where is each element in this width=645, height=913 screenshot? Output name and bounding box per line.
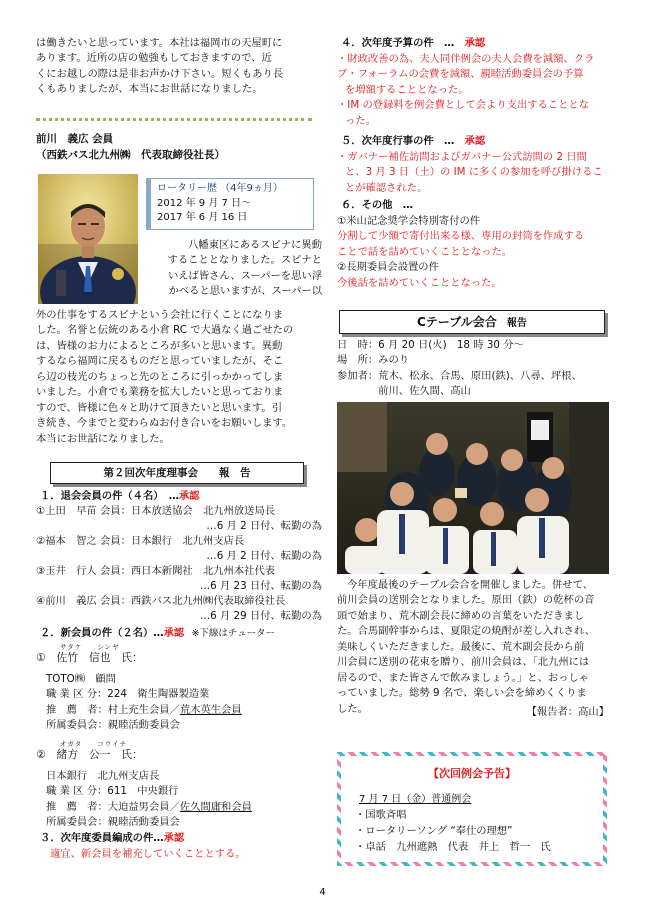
text-line: いえば皆さん、スーパーを思い浮 xyxy=(167,269,322,282)
text-line: ・財政改善の為、夫人同伴例会の夫人会費を減額、クラ xyxy=(337,53,595,65)
text-line: 居るので、また皆さんで飲みましょう。」と、おっしゃ xyxy=(337,671,590,684)
ruby-reading: オガタ コウイチ xyxy=(60,740,128,748)
place-line: 場 所：みのり xyxy=(337,354,410,367)
approved-label: 承認 xyxy=(464,37,486,49)
resign-line: ①上田 早苗 会員：日本放送協会 北九州放送局長 xyxy=(36,505,276,517)
item6a-title: ①米山記念奨学会特別寄付の件 xyxy=(337,215,481,227)
committee-line: 所属委員会：親睦活動委員会 xyxy=(46,816,180,829)
text-line: とが確認された。 xyxy=(345,181,428,194)
member-affiliation: （西鉄バス北九州㈱ 代表取締役社長） xyxy=(36,149,225,161)
item5-heading xyxy=(341,134,485,149)
member-name: 前川 義広 会員 xyxy=(36,133,114,145)
career-date: 2017 年 6 月 16 日 xyxy=(157,212,248,223)
item2-heading xyxy=(40,626,322,641)
attendees-line: 参加者：荒木、松永、合馬、原田(鉄)、八尋、坪根、 xyxy=(337,369,582,382)
text-line: は働きたいと思っています。本社は福岡市の天屋町に xyxy=(36,37,283,49)
item5-heading-text: ５．次年度行事の件 … xyxy=(341,135,465,147)
rotary-career-box xyxy=(146,178,314,230)
sponsor-line xyxy=(46,703,322,718)
resign-note: …6 月 23 日付、転勤の為 xyxy=(199,580,322,593)
resign-note: …6 月 2 日付、転勤の為 xyxy=(206,520,322,533)
attendees-line: 前川、佐久間、高山 xyxy=(337,385,471,398)
text-line: することとなりました。スピナと xyxy=(167,254,322,267)
new-member-name: ① 佐竹 信也 氏： xyxy=(36,651,143,664)
item4-heading-text: ４．次年度予算の件 … xyxy=(341,37,465,49)
text-line: するなら福岡に戻るものだと思っていましたが、そこ xyxy=(36,355,284,368)
speech-full xyxy=(36,308,322,447)
item6-heading: ６．その他 … xyxy=(341,199,414,211)
text-line: と、3 月 3 日（土）の IM に多くの参加を呼び掛けるこ xyxy=(345,166,603,179)
item4-heading xyxy=(341,36,485,51)
tutor-note: ※下線はチューター xyxy=(191,628,276,639)
text-line: は、皆様のお力によるところが多いと思います。異動 xyxy=(36,339,283,352)
text-line: すので、皆様に色々と助けて頂きたいと思います。引 xyxy=(36,401,283,414)
next-meeting-notice xyxy=(337,752,607,866)
text-line: 本当にお世話になりました。 xyxy=(36,432,170,445)
item5-body xyxy=(337,150,625,196)
item1-heading-text: １．退会会員の件（４名） … xyxy=(40,490,180,502)
text-line: あります。近所の店の勉強もしておきますので、近 xyxy=(36,52,272,65)
company-line: TOTO㈱ 顧問 xyxy=(46,673,116,685)
next-meeting-date: 7 月 7 日（金）普通例会 xyxy=(359,794,472,805)
text-line: った。 xyxy=(345,114,376,127)
approved-label: 承認 xyxy=(163,832,185,844)
item6b-title: ②長期委員会設置の件 xyxy=(337,261,439,274)
approved-label: 承認 xyxy=(464,135,486,147)
sponsor-line xyxy=(46,800,322,815)
item1-heading xyxy=(40,489,200,504)
resign-line: ④前川 義広 会員：西鉄バス北九州㈱代表取締役社長 xyxy=(36,595,286,608)
tutor-name: 荒木英生会員 xyxy=(179,703,242,716)
text-line: た。合馬副幹事からは、夏限定の焼酎が差し入れされ、 xyxy=(337,625,596,638)
resign-note: …6 月 2 日付、転勤の為 xyxy=(206,550,322,563)
text-line: 頭で始まり、荒木副会長に締めの言葉をいただきまし xyxy=(337,609,585,622)
item3-heading xyxy=(40,831,184,846)
next-meeting-agenda xyxy=(355,808,601,856)
report-label: 報告 xyxy=(506,318,527,329)
text-line: した。名誉と伝統のある小倉 RC で大過なく過ごせたの xyxy=(36,324,294,337)
text-line: かべると思いますが、スーパー以 xyxy=(168,285,322,298)
career-date: 2012 年 9 月 7 日～ xyxy=(157,197,252,209)
agenda-item: ・ロータリーソング “奉仕の理想” xyxy=(355,824,513,837)
ruby-reading: サタケ シンヤ xyxy=(60,643,120,651)
resign-note: …6 月 29 日付、転勤の為 xyxy=(199,610,322,623)
date-line: 日 時：6 月 20 日(火) 18 時 30 分～ xyxy=(337,339,524,351)
text-line: ・ガバナー補佐訪問およびガバナー公式訪問の 2 日間 xyxy=(337,151,587,163)
new-member-name: ② 緒方 公一 氏： xyxy=(36,748,143,761)
category-line: 職 業 区 分：224 衛生陶器製造業 xyxy=(46,688,210,701)
item4-body xyxy=(337,52,625,129)
text-line: 分割して少額で寄付出来る様、専用の封筒を作成する xyxy=(337,230,585,243)
agenda-item: ・卓話 九州遮熱 代表 井上 哲一 氏 xyxy=(355,840,551,853)
text-line: を増額することとなった。 xyxy=(345,83,469,96)
career-title: ロータリー歴 （4年9ヵ月） xyxy=(157,183,283,194)
text-line: 外の仕事をするスピナという会社に行くことになりま xyxy=(36,309,284,321)
sponsor-text: 推 薦 者：村上充生会員／ xyxy=(46,703,180,716)
item3-heading-text: ３．次年度委員編成の件… xyxy=(40,832,164,844)
speech-narrow xyxy=(142,238,322,300)
item3-body: 適宜、新会員を補充していくこととする。 xyxy=(50,848,246,860)
c-table-report-body xyxy=(337,578,625,717)
intro-paragraph xyxy=(36,36,322,98)
company-line: 日本銀行 北九州支店長 xyxy=(46,770,160,782)
text-line: ら辺の枝光のちょっと先のところに引っかかってしま xyxy=(36,370,284,383)
text-line: 今年度最後のテーブル会合を開催しました。併せて、 xyxy=(347,579,593,591)
dotted-divider xyxy=(36,118,312,121)
resign-line: ③玉井 行人 会員：西日本新聞社 北九州本社代表 xyxy=(36,565,276,578)
agenda-item: ・国歌斉唱 xyxy=(355,809,407,821)
text-line: っていました。総勢 9 名で、楽しい会を締めくくりま xyxy=(337,687,587,700)
text-line: いました。小倉でも業務を拡大したいと思っておりま xyxy=(36,386,284,399)
reporter-credit: 【報告者：高山】 xyxy=(526,706,609,718)
c-table-title: Cテーブル会合 xyxy=(417,315,497,329)
item2-heading-text: ２．新会員の件（２名）… xyxy=(40,627,164,639)
text-line: 今後話を詰めていくこととなった。 xyxy=(337,276,502,289)
approved-label: 承認 xyxy=(163,627,185,639)
text-line: き続き、今までと変わらぬお付き合いをお願いします。 xyxy=(36,417,293,430)
tutor-name: 佐久間庸和会員 xyxy=(179,800,252,813)
group-photo xyxy=(337,402,609,574)
resign-line: ②福本 智之 会員：日本銀行 北九州支店長 xyxy=(36,535,245,548)
resign-list xyxy=(36,504,322,624)
next-meeting-title: 【次回例会予告】 xyxy=(428,767,516,780)
text-line: 川会員に送別の花束を贈り、前川会員は、「北九州には xyxy=(337,656,590,669)
text-line: ブ・フォーラムの会費を減額、親睦活動委員会の予算 xyxy=(337,68,584,81)
item6-body xyxy=(337,214,625,291)
text-line: した。 xyxy=(337,702,368,715)
page-number: 4 xyxy=(319,887,326,898)
category-line: 職 業 区 分：611 中央銀行 xyxy=(46,785,179,798)
new-member-2-details xyxy=(46,769,322,831)
new-member-1-details xyxy=(46,672,322,734)
approved-label: 承認 xyxy=(179,490,200,502)
text-line: 美味しくいただきました。最後に、荒木副会長から前 xyxy=(337,640,585,653)
c-table-title-box xyxy=(339,310,605,334)
text-line: ・IM の登録料を例会費として会より支出することとな xyxy=(337,99,590,112)
text-line: 前川会員の送別会となりました。原田（鉄）の乾杯の音 xyxy=(337,594,595,607)
member-portrait-photo xyxy=(38,174,138,304)
text-line: 八幡東区にあるスピナに異動 xyxy=(188,239,322,251)
board-meeting-title: 第２回次年度理事会 報 告 xyxy=(50,462,304,484)
sponsor-text: 推 薦 者：大迫益男会員／ xyxy=(46,800,180,813)
c-table-info xyxy=(337,338,625,400)
text-line: ことで話を詰めていくこととなった。 xyxy=(337,245,513,258)
text-line: くもありましたが、本当にお世話になりました。 xyxy=(36,83,263,96)
text-line: くにお越しの際は是非お声かけ下さい。短くもあり長 xyxy=(36,67,284,80)
committee-line: 所属委員会：親睦活動委員会 xyxy=(46,719,180,732)
